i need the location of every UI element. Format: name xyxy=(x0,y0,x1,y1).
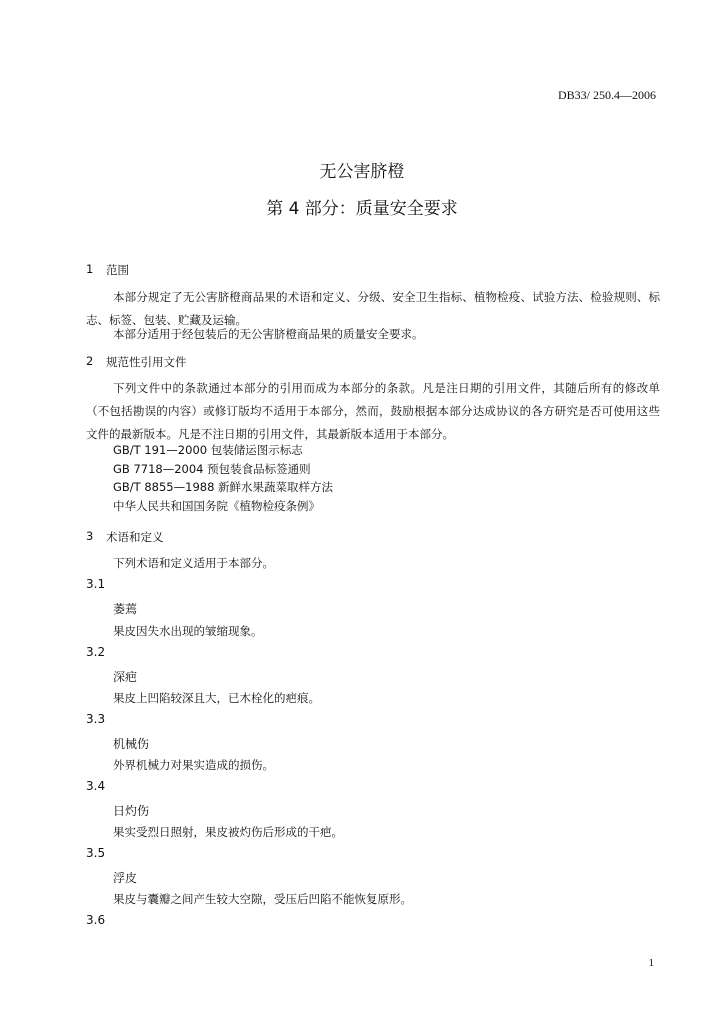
section-1-paragraph: 本部分适用于经包装后的无公害脐橙商品果的质量安全要求。 xyxy=(113,327,424,341)
term-definition: 果实受烈日照射，果皮被灼伤后形成的干疤。 xyxy=(113,825,343,839)
term-number: 3.3 xyxy=(86,712,106,726)
reference-item: GB 7718—2004 预包装食品标签通则 xyxy=(113,462,311,476)
term-number: 3.2 xyxy=(86,645,106,659)
term-definition: 果皮上凹陷较深且大，已木栓化的疤痕。 xyxy=(113,691,320,705)
term-number: 3.5 xyxy=(86,846,106,860)
term-definition: 果皮因失水出现的皱缩现象。 xyxy=(113,624,263,638)
page-number: 1 xyxy=(648,957,654,969)
term-name: 浮皮 xyxy=(113,871,138,885)
term-name: 日灼伤 xyxy=(113,804,150,818)
reference-item: GB/T 191—2000 包装储运图示标志 xyxy=(113,443,303,457)
section-1-title: 范围 xyxy=(106,263,129,277)
term-definition: 外界机械力对果实造成的损伤。 xyxy=(113,758,274,772)
term-definition: 果皮与囊瓣之间产生较大空隙，受压后凹陷不能恢复原形。 xyxy=(113,892,412,906)
document-number: DB33/ 250.4—2006 xyxy=(557,88,656,102)
term-name: 深疤 xyxy=(113,670,138,684)
section-2-title: 规范性引用文件 xyxy=(106,355,187,369)
section-1-number: 1 xyxy=(86,262,94,276)
term-number: 3.4 xyxy=(86,779,106,793)
section-3-title: 术语和定义 xyxy=(106,530,164,544)
reference-item: 中华人民共和国国务院《植物检疫条例》 xyxy=(113,499,320,513)
section-3-intro: 下列术语和定义适用于本部分。 xyxy=(113,556,274,570)
term-name: 萎蔫 xyxy=(113,602,138,616)
document-title: 无公害脐橙 xyxy=(319,162,405,182)
term-number: 3.1 xyxy=(86,577,106,591)
reference-item: GB/T 8855—1988 新鲜水果蔬菜取样方法 xyxy=(113,480,334,494)
term-number: 3.6 xyxy=(86,913,106,927)
section-2-intro: 下列文件中的条款通过本部分的引用而成为本部分的条款。凡是注日期的引用文件，其随后所有的修改单（不包括勘误的内容）或修订版均不适用于本部分，然而，鼓励根据本部分达成协议的各方研究是否可使用这些文件的最新版本。凡是不注日期的引用文件，其最新版本适用于本部分。 xyxy=(86,381,660,441)
term-name: 机械伤 xyxy=(113,737,150,751)
section-1-paragraph: 本部分规定了无公害脐橙商品果的术语和定义、分级、安全卫生指标、植物检疫、试验方法、检验规则、标志、标签、包装、贮藏及运输。 xyxy=(86,290,660,327)
document-subtitle: 第 4 部分：质量安全要求 xyxy=(266,199,458,219)
section-3-number: 3 xyxy=(86,529,94,543)
section-2-number: 2 xyxy=(86,354,94,368)
